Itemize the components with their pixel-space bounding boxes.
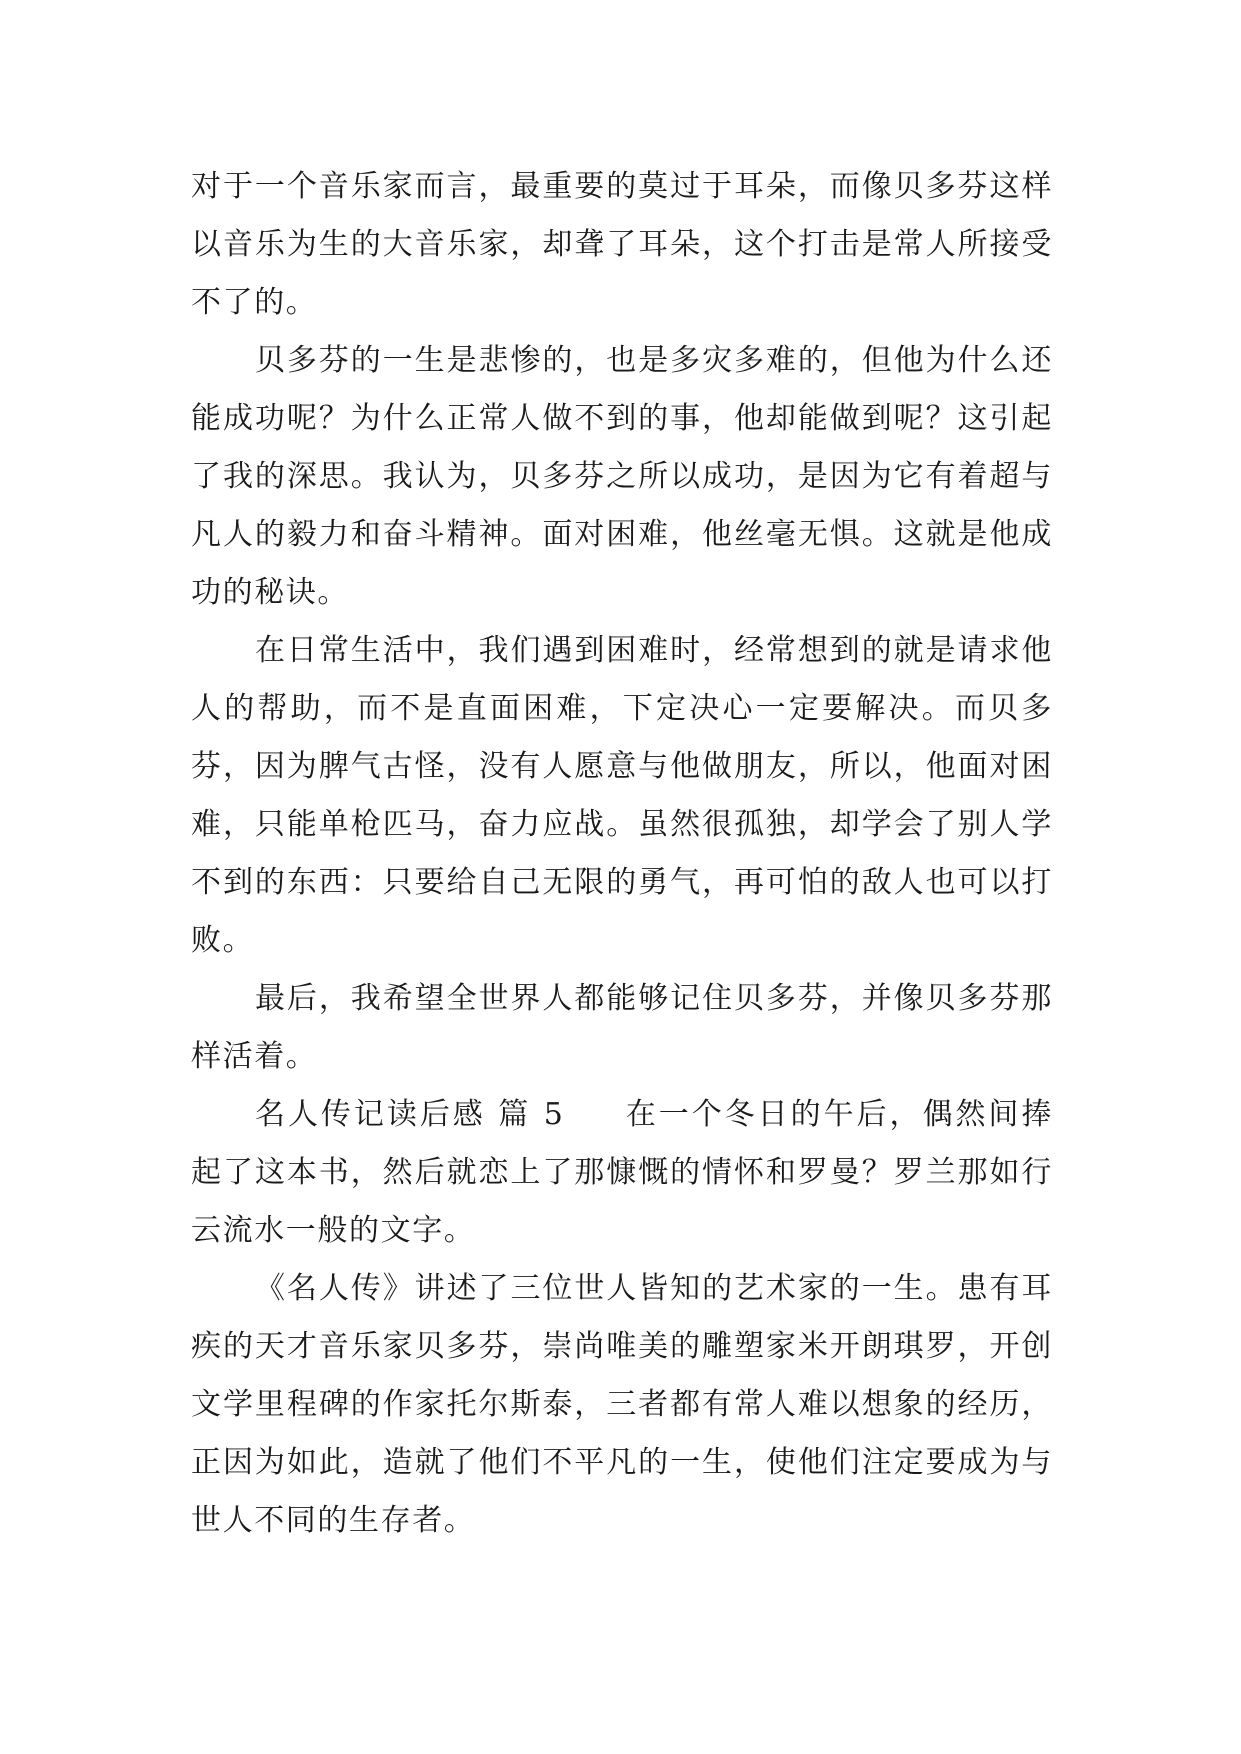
paragraph-3: 在日常生活中，我们遇到困难时，经常想到的就是请求他人的帮助，而不是直面困难，下定决心一定要解决。而贝多芬，因为脾气古怪，没有人愿意与他做朋友，所以，他面对困难，只能单枪匹马，奋力应战。虽然很孤独，却学会了别人学不到的东西：只要给自己无限的勇气，再可怕的敌人也可以打败。 xyxy=(191,633,1053,958)
section-paragraph xyxy=(191,1086,1053,1260)
paragraph-2: 贝多芬的一生是悲惨的，也是多灾多难的，但他为什么还能成功呢？为什么正常人做不到的事，他却能做到呢？这引起了我的深思。我认为，贝多芬之所以成功，是因为它有着超与凡人的毅力和奋斗精神。面对困难，他丝毫无惧。这就是他成功的秘诀。 xyxy=(191,343,1053,610)
paragraph-4: 最后，我希望全世界人都能够记住贝多芬，并像贝多芬那样活着。 xyxy=(191,981,1053,1074)
section-text: 在一个冬日的午后，偶然间捧起了这本书，然后就恋上了那慷慨的情怀和罗曼？罗兰那如行云流水一般的文字。 xyxy=(191,1097,1053,1248)
section-heading: 名人传记读后感 篇 5 xyxy=(255,1097,565,1132)
paragraph-6: 《名人传》讲述了三位世人皆知的艺术家的一生。患有耳疾的天才音乐家贝多芬，崇尚唯美的雕塑家米开朗琪罗，开创文学里程碑的作家托尔斯泰，三者都有常人难以想象的经历，正因为如此，造就了他们不平凡的一生，使他们注定要成为与世人不同的生存者。 xyxy=(191,1271,1053,1538)
paragraph-1: 对于一个音乐家而言，最重要的莫过于耳朵，而像贝多芬这样以音乐为生的大音乐家，却聋了耳朵，这个打击是常人所接受不了的。 xyxy=(191,169,1053,320)
document-body xyxy=(191,158,1053,1550)
